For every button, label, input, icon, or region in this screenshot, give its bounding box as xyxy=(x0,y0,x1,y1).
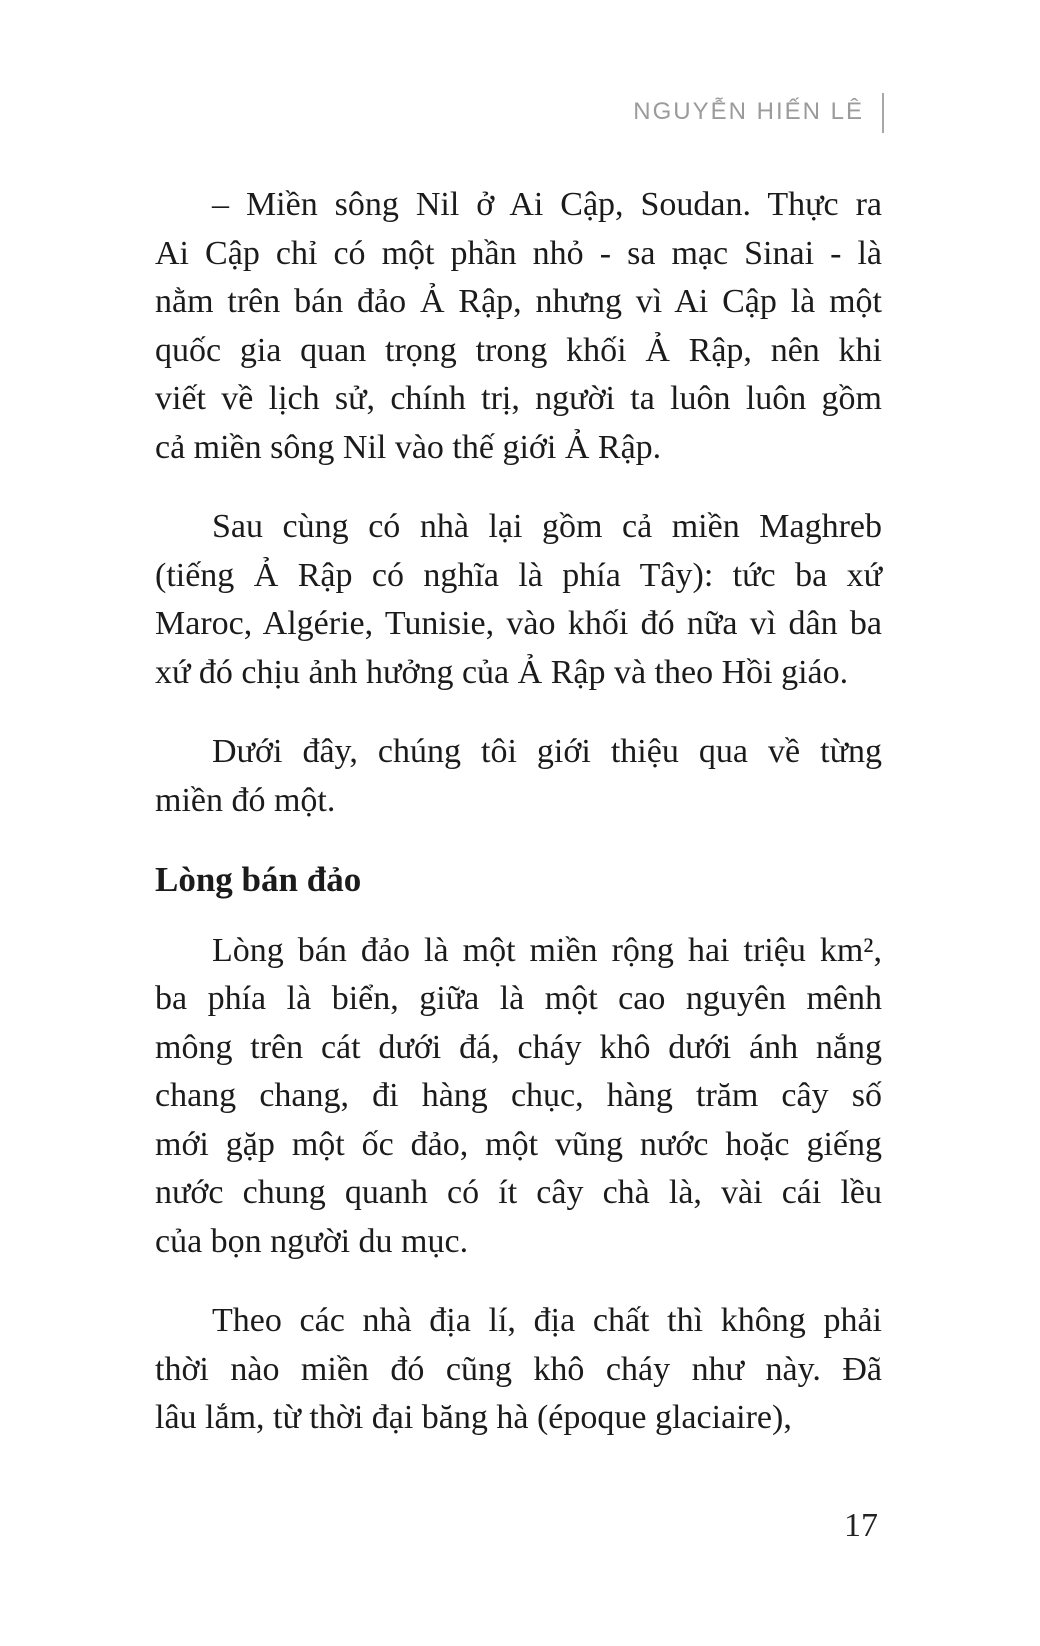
paragraph xyxy=(155,1297,882,1443)
text-line: mới gặp một ốc đảo, một vũng nước hoặc giếng xyxy=(155,1125,882,1163)
paragraph xyxy=(155,728,882,825)
text-line: Maroc, Algérie, Tunisie, vào khối đó nữa vì dân ba xyxy=(155,605,882,642)
paragraph xyxy=(155,503,882,697)
text-line: chang chang, đi hàng chục, hàng trăm cây số xyxy=(155,1077,882,1114)
text-line: quốc gia quan trọng trong khối Ả Rập, nên khi xyxy=(155,331,882,369)
text-line: Ai Cập chỉ có một phần nhỏ - sa mạc Sinai - là xyxy=(155,234,882,272)
text-line: miền đó một. xyxy=(155,781,336,819)
text-line: nước chung quanh có ít cây chà là, vài cái lều xyxy=(155,1174,882,1211)
text-line: Dưới đây, chúng tôi giới thiệu qua về từng xyxy=(212,733,882,770)
running-header xyxy=(633,92,884,133)
text-line: thời nào miền đó cũng khô cháy như này. Đã xyxy=(155,1350,882,1388)
author-name: NGUYỄN HIẾN LÊ xyxy=(633,98,864,125)
text-line: ba phía là biển, giữa là một cao nguyên mênh xyxy=(155,980,882,1017)
text-line: xứ đó chịu ảnh hưởng của Ả Rập và theo Hồi giáo. xyxy=(155,653,849,691)
section-heading xyxy=(155,856,882,905)
text-line: mông trên cát dưới đá, cháy khô dưới ánh nắng xyxy=(155,1028,882,1066)
text-line: cả miền sông Nil vào thế giới Ả Rập. xyxy=(155,428,662,466)
paragraph xyxy=(155,927,882,1267)
text-line: Lòng bán đảo là một miền rộng hai triệu km², xyxy=(212,931,882,969)
text-line: nằm trên bán đảo Ả Rập, nhưng vì Ai Cập là một xyxy=(155,283,882,320)
header-divider-bar xyxy=(882,93,884,133)
text-line: Lòng bán đảo xyxy=(155,860,362,899)
text-line: – Miền sông Nil ở Ai Cập, Soudan. Thực ra xyxy=(212,186,882,223)
text-line: của bọn người du mục. xyxy=(155,1222,469,1260)
text-line: Theo các nhà địa lí, địa chất thì không phải xyxy=(212,1302,882,1339)
paragraph xyxy=(155,181,882,472)
body-text xyxy=(155,181,882,1474)
text-line: Sau cùng có nhà lại gồm cả miền Maghreb xyxy=(212,508,882,545)
text-line: viết về lịch sử, chính trị, người ta luôn luôn gồm xyxy=(155,380,882,417)
text-line: lâu lắm, từ thời đại băng hà (époque glaciaire), xyxy=(155,1399,792,1436)
page-number: 17 xyxy=(844,1507,878,1544)
text-line: (tiếng Ả Rập có nghĩa là phía Tây): tức ba xứ xyxy=(155,556,882,594)
